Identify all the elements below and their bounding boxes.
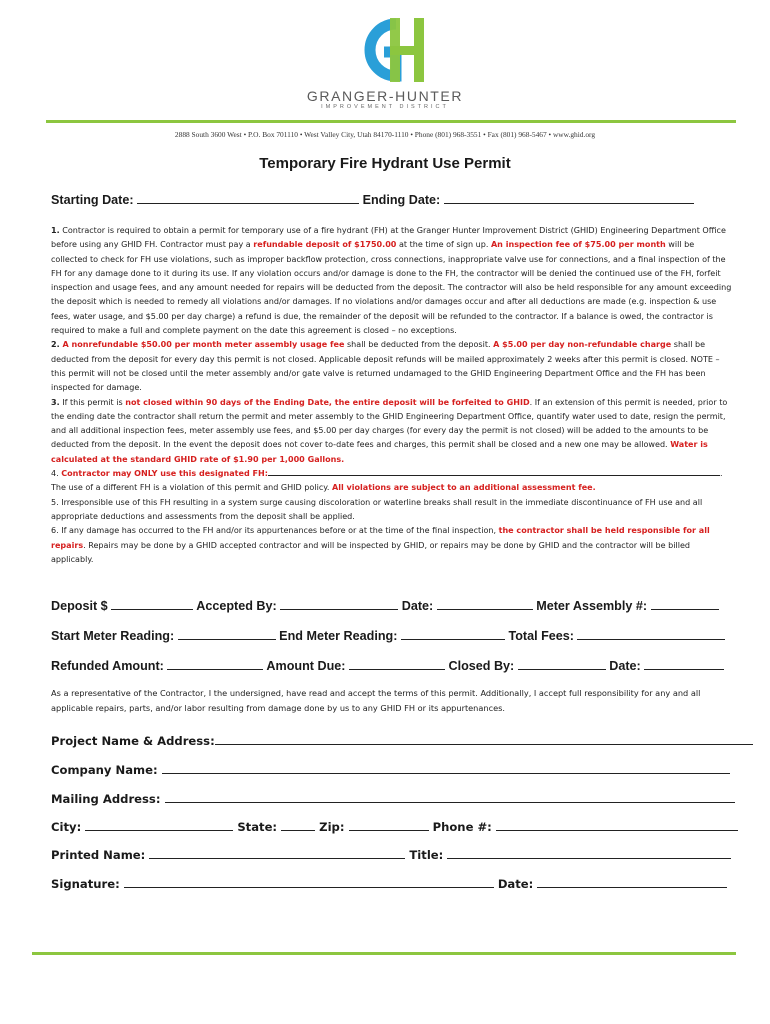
contact-info: 2888 South 3600 West • P.O. Box 701110 • West Valley City, Utah 84170-1110 • Phone (801) 968-3551 • Fax (801) 968-5467 • www.ghid.org — [174, 130, 596, 139]
mailing-label: Mailing Address: — [51, 792, 161, 806]
zip-label: Zip: — [319, 820, 345, 834]
title-field[interactable] — [447, 847, 731, 859]
meter-row — [51, 628, 725, 643]
starting-date-field[interactable] — [137, 192, 359, 204]
term-6: 6. If any damage has occurred to the FH and/or its appurtenances before or at the time of the final inspection, the contractor shall be held responsible for all repairs. Repairs may be done by a GHID accepted contractor and will be inspected by GHID, or repairs may be done by GHID and the contractor will be billed applicably. — [51, 526, 710, 564]
printed-name-label: Printed Name: — [51, 848, 146, 862]
start-meter-field[interactable] — [178, 628, 276, 640]
city-label: City: — [51, 820, 82, 834]
ending-date-label: Ending Date: — [362, 193, 441, 207]
meter-assembly-label: Meter Assembly #: — [536, 599, 648, 613]
term-4: 4. Contractor may ONLY use this designated FH: . The use of a different FH is a violation of this permit and GHID policy. All violations are subject to an additional assessment fee. — [51, 469, 723, 493]
refund-row — [51, 658, 724, 673]
starting-date-label: Starting Date: — [51, 193, 134, 207]
city-field[interactable] — [85, 819, 233, 831]
meter-assembly-field[interactable] — [651, 598, 719, 610]
logo-h-crossbar — [390, 46, 424, 55]
header-divider — [46, 120, 736, 123]
amount-due-label: Amount Due: — [266, 659, 346, 673]
printed-name-field[interactable] — [149, 847, 405, 859]
term-2: 2. A nonrefundable $50.00 per month meter assembly usage fee shall be deducted from the deposit. A $5.00 per day non-refundable charge shall be deducted from the deposit for every day this permit is not closed. Applicable deposit refunds will be mailed approximately 2 weeks after this permit is closed. NOTE – this permit will not be closed until the meter assembly and/or gate valve is returned undamaged to the GHID Engineering Department Office and the FH has been inspected for damage. — [51, 340, 720, 393]
printed-name-row — [51, 847, 731, 862]
end-meter-label: End Meter Reading: — [279, 629, 398, 643]
start-meter-label: Start Meter Reading: — [51, 629, 175, 643]
org-subtitle: IMPROVEMENT DISTRICT — [321, 104, 449, 110]
title-label: Title: — [409, 848, 444, 862]
accepted-by-label: Accepted By: — [196, 599, 277, 613]
project-label: Project Name & Address: — [51, 734, 215, 748]
mailing-row — [51, 791, 735, 806]
total-fees-label: Total Fees: — [508, 629, 574, 643]
zip-field[interactable] — [349, 819, 429, 831]
date2-label: Date: — [609, 659, 641, 673]
phone-label: Phone #: — [432, 820, 492, 834]
accepted-by-field[interactable] — [280, 598, 398, 610]
signature-date-label: Date: — [497, 877, 534, 891]
company-field[interactable] — [162, 762, 730, 774]
deposit-field[interactable] — [111, 598, 193, 610]
closed-by-field[interactable] — [518, 658, 606, 670]
signature-field[interactable] — [124, 876, 494, 888]
city-row — [51, 819, 738, 834]
project-field[interactable] — [215, 733, 753, 745]
refunded-field[interactable] — [167, 658, 263, 670]
state-field[interactable] — [281, 819, 315, 831]
acknowledgment-text: As a representative of the Contractor, I the undersigned, have read and accept the terms of this permit. Additionally, I accept full responsibility for any and all applicable repairs, parts, and/or labor resulting from damage done by us to any GHID FH or its appurtenances. — [51, 688, 701, 713]
company-row — [51, 762, 730, 777]
project-row — [51, 733, 753, 748]
end-meter-field[interactable] — [401, 628, 505, 640]
term-1: 1. Contractor is required to obtain a permit for temporary use of a fire hydrant (FH) at the Granger Hunter Improvement District (GHID) Engineering Department Office before using any GHID FH. Contractor must pay a refundable deposit of $1750.00 at the time of sign up. An inspection fee of $75.00 per month will be collected to check for FH use violations, such as improper backflow protection, cross connections, inappropriate valve use for connections, and a final inspection of the FH for any damage done to it during its use. If any violation occurs and/or damage is done to the FH, the contractor will be denied the continued use of the FH, forfeit inspection and usage fees, and any amount needed for repairs will be deducted from the deposit. The contractor will also be held responsible for any amount exceeding the deposit which is needed to remedy all violations and/or damages. If no violations and/or damages occur and after all deductions are made (e.g. inspection & use fees, water usage, and $5.00 per day charge) a refund is due, the remainder of the deposit will be refunded to the contractor. If a balance is owed, the contractor is required to make a full and complete payment on the date this agreement is closed – no exceptions. — [51, 226, 732, 336]
date-label: Date: — [401, 599, 434, 613]
refunded-label: Refunded Amount: — [51, 659, 164, 673]
deposit-row — [51, 598, 719, 613]
dates-row — [51, 192, 694, 207]
designated-fh-field[interactable] — [268, 467, 720, 476]
page-title: Temporary Fire Hydrant Use Permit — [259, 155, 511, 172]
closed-by-label: Closed By: — [448, 659, 515, 673]
org-name: GRANGER-HUNTER — [306, 88, 464, 104]
amount-due-field[interactable] — [349, 658, 445, 670]
date-field[interactable] — [437, 598, 533, 610]
signature-date-field[interactable] — [537, 876, 727, 888]
state-label: State: — [237, 820, 278, 834]
signature-row — [51, 876, 727, 891]
signature-label: Signature: — [51, 877, 120, 891]
total-fees-field[interactable] — [577, 628, 725, 640]
footer-divider — [32, 952, 736, 955]
term-3: 3. If this permit is not closed within 90 days of the Ending Date, the entire deposit will be forfeited to GHID. If an extension of this permit is needed, prior to the ending date the contractor shall return the permit and meter assembly to the GHID Engineering Department Office, quantify water used to date, resign the permit, and all additional inspection fees, meter assembly use fees, and $5.00 per day charges (for every day the permit is not closed) will be added to the amounts to be deducted from the deposit. In the event the deposit does not cover to-date fees and charges, this permit shall be closed and a new one may be allowed. Water is calculated at the standard GHID rate of $1.90 per 1,000 Gallons. — [51, 397, 728, 464]
mailing-field[interactable] — [165, 791, 735, 803]
phone-field[interactable] — [496, 819, 738, 831]
permit-terms — [51, 224, 733, 567]
date2-field[interactable] — [644, 658, 724, 670]
deposit-label: Deposit $ — [51, 599, 108, 613]
term-5: 5. Irresponsible use of this FH resulting in a system surge causing discoloration or waterline breaks shall result in the immediate discontinuance of FH use and all appropriate deductions and assessments from the deposit shall be applied. — [51, 497, 703, 521]
company-label: Company Name: — [51, 763, 158, 777]
ending-date-field[interactable] — [444, 192, 694, 204]
ghid-logo — [360, 14, 430, 86]
